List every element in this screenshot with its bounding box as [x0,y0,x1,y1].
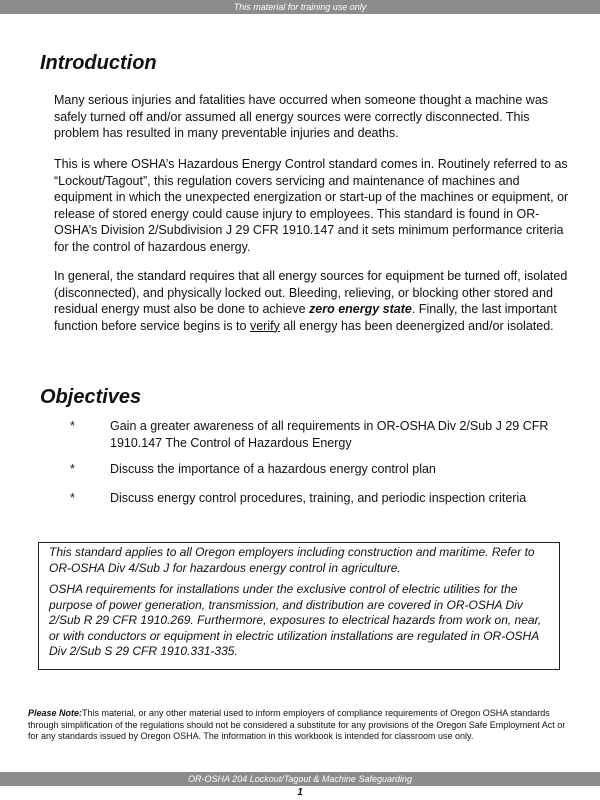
intro-paragraph-3 [54,268,574,334]
disclaimer-note [28,708,576,743]
bullet-star: * [70,419,75,433]
intro-paragraph-1: Many serious injuries and fatalities have occurred when someone thought a machine was safely turned off and/or assumed all energy sources were correctly disconnected. This problem has resulted in many preventable injuries and deaths. [54,93,549,140]
objective-item-1 [70,418,570,451]
footer-banner: OR-OSHA 204 Lockout/Tagout & Machine Safeguarding [0,772,600,786]
objectives-heading: Objectives [40,386,142,408]
callout-paragraph-2: OSHA requirements for installations under the exclusive control of electric utilities for the purpose of power generation, transmission, and distribution are covered in OR-OSHA Div 2/Sub R 29 CFR 1910.269. Furthermore, exposures to electrical hazards from work on, near, or with conductors or equipment in electric utilization installations are regulated in OR-OSHA Div 2/Sub S 29 CFR 1910.331-335. [49,582,542,658]
intro-p3-text-a: In general, the standard requires that all energy sources for equipment be turned off, isolated (disconnected), and physically locked out. Bleeding, relieving, or blocking other stored and residual energy must also be done to achieve [54,269,568,316]
introduction-heading: Introduction [40,52,157,74]
objective-item-3 [70,490,570,507]
objective-text: Discuss energy control procedures, training, and periodic inspection criteria [110,491,527,505]
bullet-star: * [70,491,75,505]
objective-text: Gain a greater awareness of all requirements in OR-OSHA Div 2/Sub J 29 CFR 1910.147 The Control of Hazardous Energy [110,419,549,450]
bullet-star: * [70,462,75,476]
intro-p3-text-c: all energy has been deenergized and/or isolated. [279,318,554,333]
intro-paragraph-2: This is where OSHA’s Hazardous Energy Control standard comes in. Routinely referred to as “Lockout/Tagout”, this regulation covers servicing and maintenance of machines and equipment in which the unexpected energization or start-up of the machines or equipment, or release of stored energy could cause injury to employees. This standard is found in OR-OSHA’s Division 2/Subdivision J 29 CFR 1910.147 and it sets minimum performance criteria for the control of hazardous energy. [54,157,569,254]
verify-underlined: verify [249,318,280,333]
intro-p3-text-b: . Finally, the last important function before service begins is to [54,302,557,333]
note-text: This material, or any other material used to inform employers of compliance requirements of Oregon OSHA standards through simplification of the regulations should not be considered a substitute for any provisions of the Oregon Safe Employment Act or for any standards issued by Oregon OSHA. The information in this workbook is intended for classroom use only. [28,708,566,741]
objective-text: Discuss the importance of a hazardous energy control plan [110,462,436,476]
zero-energy-state-emphasis: zero energy state [309,302,412,316]
page-number: 1 [297,787,303,798]
note-label: Please Note: [28,708,83,718]
applicability-callout-box [38,542,560,670]
objective-item-2 [70,461,570,478]
callout-paragraph-1: This standard applies to all Oregon employers including construction and maritime. Refer to OR-OSHA Div 4/Sub J for hazardous energy control in agriculture. [49,545,535,575]
top-banner: This material for training use only [0,0,600,14]
